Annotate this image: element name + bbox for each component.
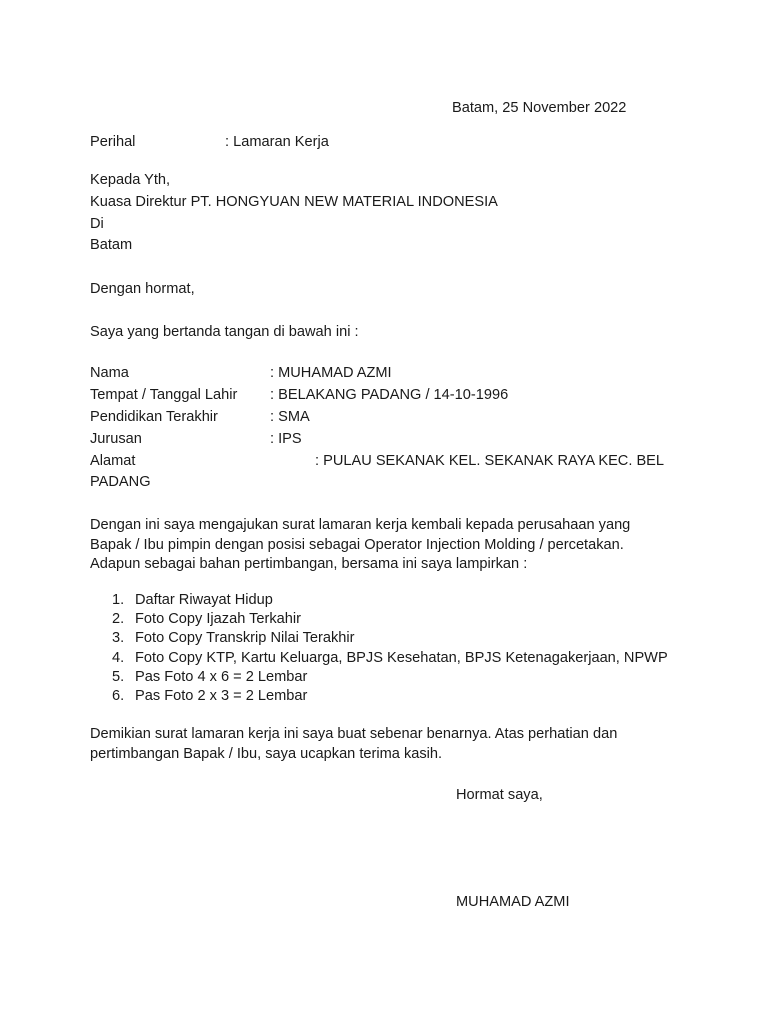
list-text: Pas Foto 2 x 3 = 2 Lembar xyxy=(135,687,308,704)
list-text: Pas Foto 4 x 6 = 2 Lembar xyxy=(135,668,308,685)
identity-value-birth: : BELAKANG PADANG / 14-10-1996 xyxy=(270,387,509,403)
list-number: 5. xyxy=(112,668,125,685)
list-number: 4. xyxy=(112,649,125,666)
recipient-salutation: Kepada Yth, xyxy=(90,172,171,188)
identity-value-address: : PULAU SEKANAK KEL. SEKANAK RAYA KEC. BEL xyxy=(315,453,665,469)
closing-line-2: pertimbangan Bapak / Ibu, saya ucapkan terima kasih. xyxy=(90,746,443,762)
identity-label-name: Nama xyxy=(90,365,129,381)
intro-text: Saya yang bertanda tangan di bawah ini : xyxy=(90,324,359,340)
body-line-3: Adapun sebagai bahan pertimbangan, bersama ini saya lampirkan : xyxy=(90,556,528,572)
identity-label-address: Alamat xyxy=(90,453,136,469)
list-text: Foto Copy Ijazah Terkahir xyxy=(135,611,302,628)
identity-label-major: Jurusan xyxy=(90,431,142,447)
body-line-2: Bapak / Ibu pimpin dengan posisi sebagai Operator Injection Molding / percetakan. xyxy=(90,537,624,553)
identity-label-education: Pendidikan Terakhir xyxy=(90,409,218,425)
list-number: 6. xyxy=(112,687,125,704)
identity-value-major: : IPS xyxy=(270,431,302,447)
recipient-di: Di xyxy=(90,216,104,232)
signoff: Hormat saya, xyxy=(456,787,543,803)
list-text: Foto Copy KTP, Kartu Keluarga, BPJS Kesehatan, BPJS Ketenagakerjaan, NPWP xyxy=(135,649,668,666)
list-text: Foto Copy Transkrip Nilai Terakhir xyxy=(135,630,355,647)
list-number: 3. xyxy=(112,630,125,647)
subject-value: : Lamaran Kerja xyxy=(225,134,329,150)
signature-name: MUHAMAD AZMI xyxy=(456,894,570,910)
identity-value-address-continuation: PADANG xyxy=(90,474,151,490)
identity-value-name: : MUHAMAD AZMI xyxy=(270,365,392,381)
place-date: Batam, 25 November 2022 xyxy=(452,100,627,116)
list-text: Daftar Riwayat Hidup xyxy=(135,592,273,608)
greeting: Dengan hormat, xyxy=(90,281,195,297)
recipient-name: Kuasa Direktur PT. HONGYUAN NEW MATERIAL INDONESIA xyxy=(90,194,498,210)
list-number: 1. xyxy=(112,592,125,608)
identity-value-education: : SMA xyxy=(270,409,310,425)
recipient-city: Batam xyxy=(90,237,133,253)
closing-line-1: Demikian surat lamaran kerja ini saya buat sebenar benarnya. Atas perhatian dan xyxy=(90,726,618,742)
body-line-1: Dengan ini saya mengajukan surat lamaran kerja kembali kepada perusahaan yang xyxy=(90,517,631,533)
identity-label-birth: Tempat / Tanggal Lahir xyxy=(90,387,238,403)
list-number: 2. xyxy=(112,611,125,628)
subject-label: Perihal xyxy=(90,134,136,150)
